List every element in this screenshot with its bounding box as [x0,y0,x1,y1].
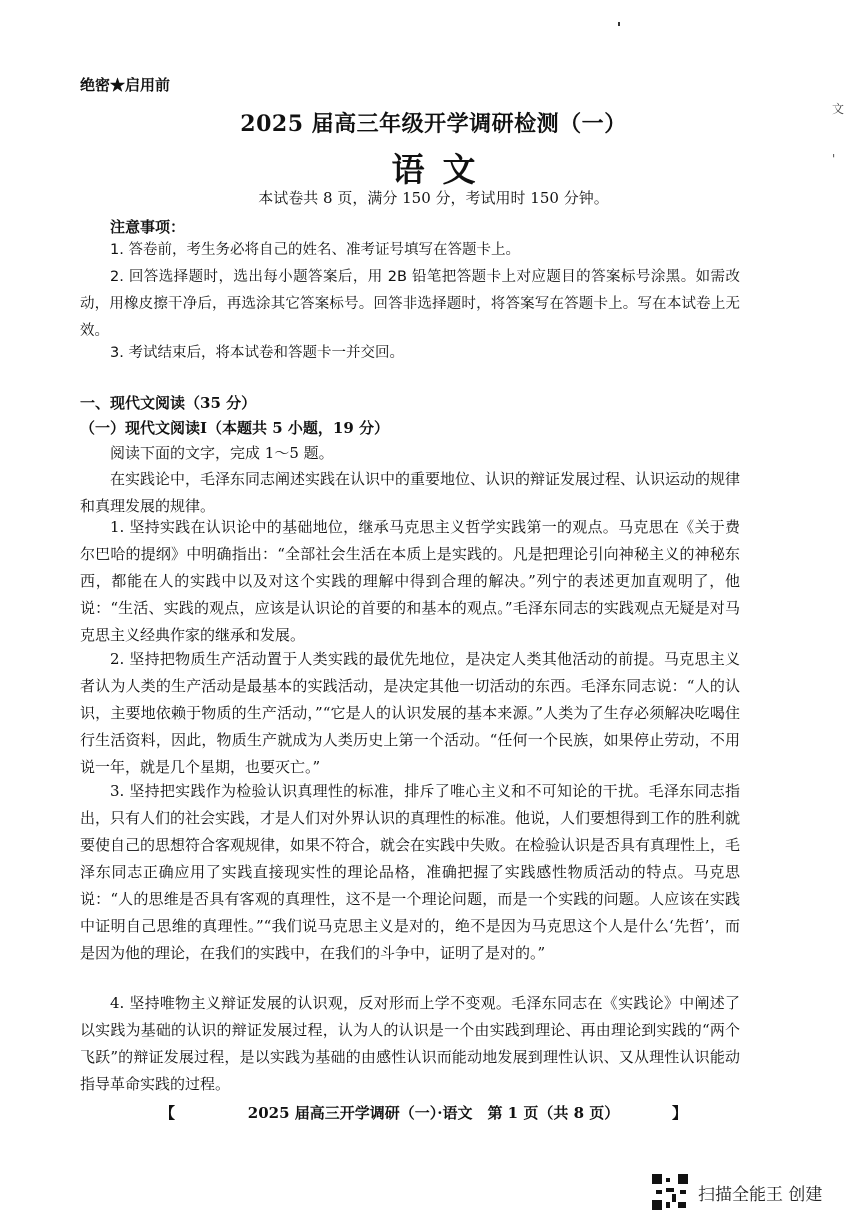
exam-info: 本试卷共 8 页，满分 150 分，考试用时 150 分钟。 [258,189,609,207]
passage-paragraph: 3. 坚持把实践作为检验认识真理性的标准，排斥了唯心主义和不可知论的干扰。毛泽东同志指出，只有人们的社会实践，才是人们对外界认识的真理性的标准。他说，人们要想得到工作的胜利就要使自己的思想符合客观规律，如果不符合，就会在实践中失败。在检验认识是否具有真理性上，毛泽东同志正确应用了实践直接现实性的理论品格，准确把握了实践感性物质活动的特点。马克思说：“人的思维是否具有客观的真理性，这不是一个理论问题，而是一个实践的问题。人应该在实践中证明自己思维的真理性。”“我们说马克思主义是对的，绝不是因为马克思这个人是什么‘先哲’，而是因为他的理论，在我们的实践中，在我们的斗争中，证明了是对的。” [80,782,741,962]
confidential-mark: 绝密★启用前 [80,76,171,94]
passage-paragraph: 1. 坚持实践在认识论中的基础地位，继承马克思主义哲学实践第一的观点。马克思在《关于费尔巴哈的提纲》中明确指出：“全部社会生活在本质上是实践的。凡是把理论引向神秘主义的神秘东西，都能在人的实践中以及对这个实践的理解中得到合理的解决。”列宁的表述更加直观明了，他说：“生活、实践的观点，应该是认识论的首要的和基本的观点。”毛泽东同志的实践观点无疑是对马克思主义经典作家的继承和发展。 [80,518,740,644]
footer-bracket-left: 【 [160,1104,176,1122]
passage-paragraph: 4. 坚持唯物主义辩证发展的认识观，反对形而上学不变观。毛泽东同志在《实践论》中阐述了以实践为基础的认识的辩证发展过程，认为人的认识是一个由实践到理论、再由理论到实践的“两个飞跃”的辩证发展过程，是以实践为基础的由感性认识而能动地发展到理性认识、又从理性认识能动指导革命实践的过程。 [80,994,740,1093]
page-footer [0,1102,867,1123]
notice-item: 1. 答卷前，考生务必将自己的姓名、准考证号填写在答题卡上。 [110,242,520,258]
scanner-watermark-text: 扫描全能王 创建 [698,1184,823,1205]
section-heading: 一、现代文阅读（35 分） [80,394,257,412]
edge-mark: ' [832,152,836,166]
edge-mark: 文 [832,102,845,116]
notice-item: 2. 回答选择题时，选出每小题答案后，用 2B 铅笔把答题卡上对应题目的答案标号涂黑。如需改动，用橡皮擦干净后，再选涂其它答案标号。回答非选择题时，将答案写在答题卡上。写在本试卷上无效。 [80,269,740,339]
notice-item: 3. 考试结束后，将本试卷和答题卡一并交回。 [110,345,404,361]
reading-instruction: 阅读下面的文字，完成 1～5 题。 [110,444,334,462]
subsection-heading: （一）现代文阅读Ⅰ（本题共 5 小题，19 分） [80,419,389,437]
subject-title: 语文 [391,150,494,189]
scanner-watermark [652,1172,822,1212]
notice-heading: 注意事项： [110,218,186,236]
qr-code-icon [652,1174,688,1210]
exam-title: 2025 届高三年级开学调研检测（一） [240,111,627,137]
passage-paragraph: 在实践论中，毛泽东同志阐述实践在认识中的重要地位、认识的辩证发展过程、认识运动的规律和真理发展的规律。 [80,470,741,515]
passage-paragraph: 2. 坚持把物质生产活动置于人类实践的最优先地位，是决定人类其他活动的前提。马克思主义者认为人类的生产活动是最基本的实践活动，是决定其他一切活动的东西。毛泽东同志说：“人的认识，主要地依赖于物质的生产活动，”“它是人的认识发展的基本来源。”人类为了生存必须解决吃喝住行生活资料，因此，物质生产就成为人类历史上第一个活动。“任何一个民族，如果停止劳动，不用说一年，就是几个星期，也要灭亡。” [80,650,740,776]
footer-bracket-right: 】 [672,1104,688,1122]
scan-speck [618,22,620,26]
footer-text: 2025 届高三开学调研（一）·语文 第 1 页（共 8 页） [247,1104,620,1122]
